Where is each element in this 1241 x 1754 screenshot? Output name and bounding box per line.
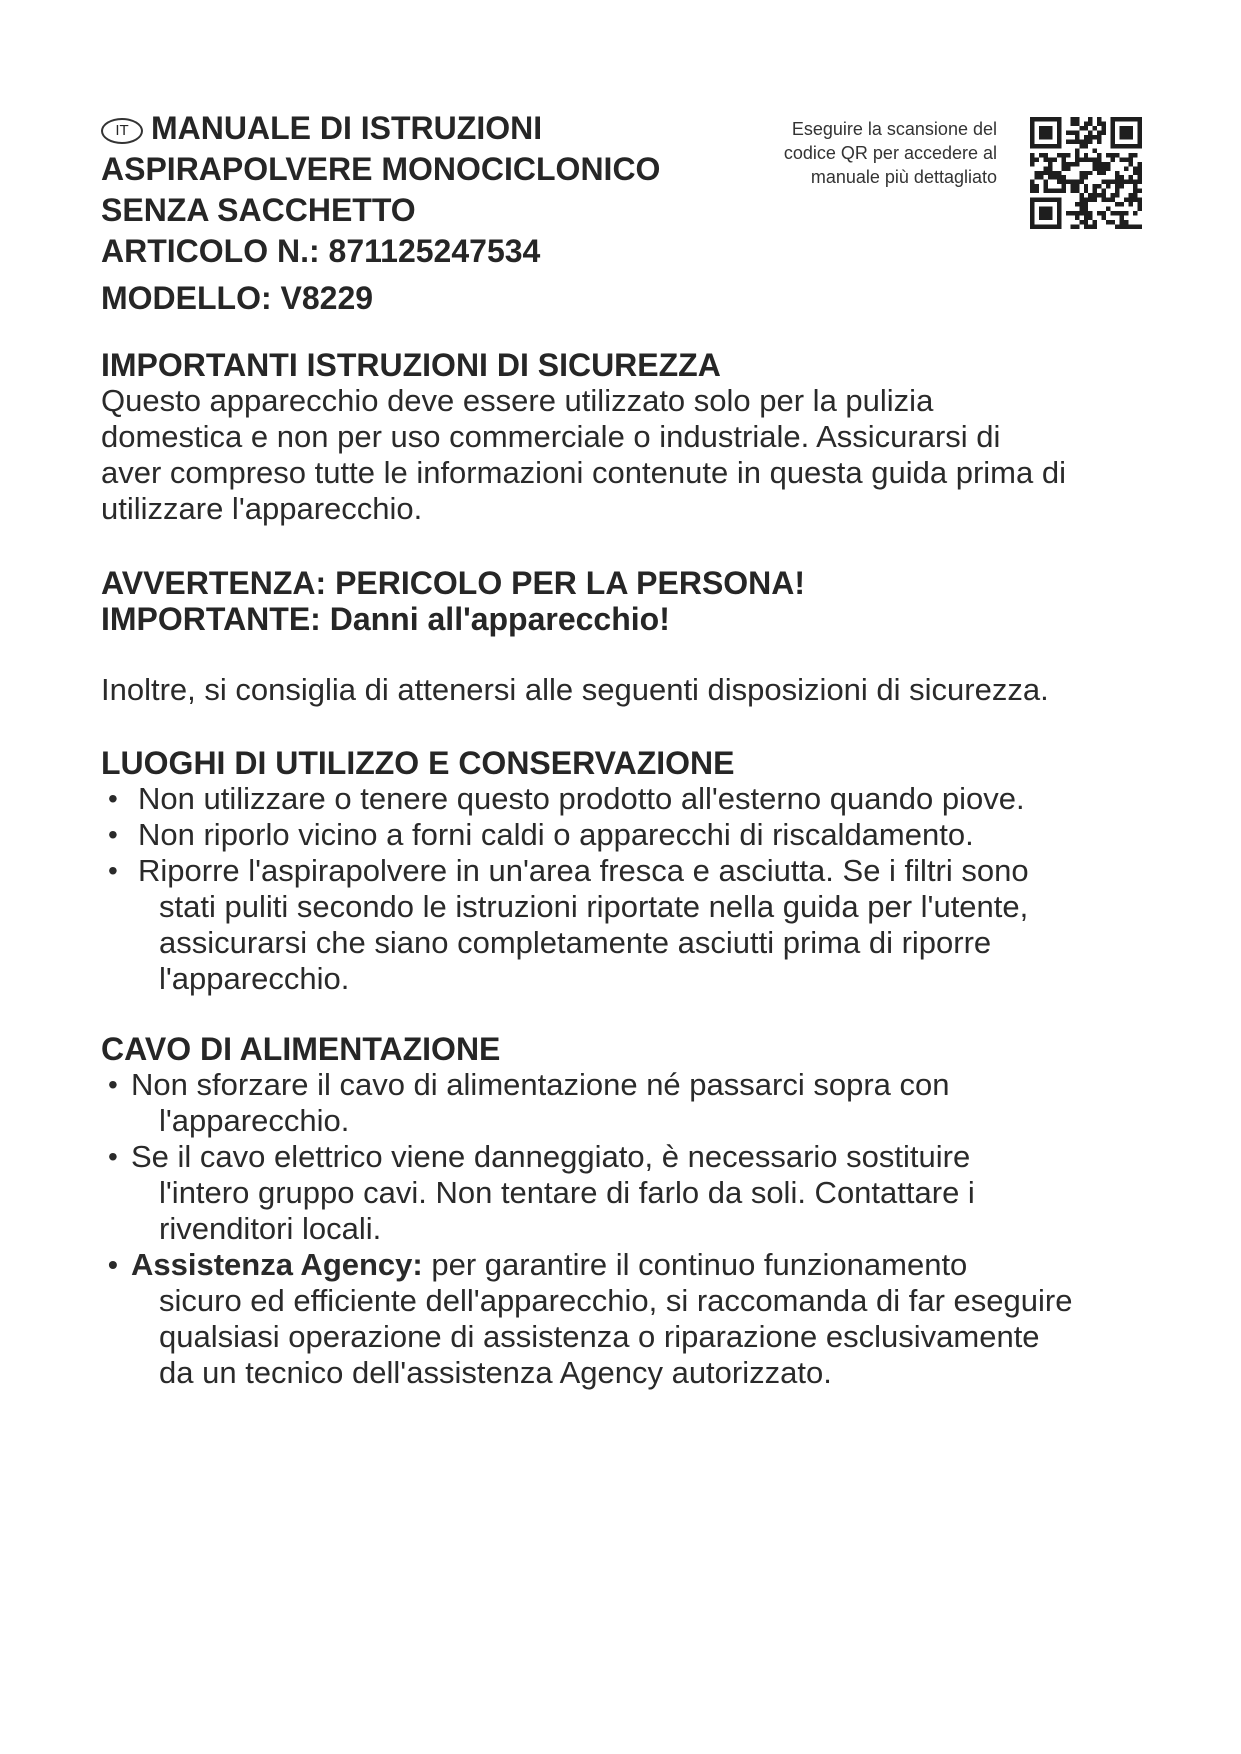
list-item: • Non riporlo vicino a forni caldi o apparecchi di riscaldamento.	[108, 817, 974, 852]
qr-code-icon[interactable]	[1030, 117, 1142, 229]
usage-storage-list	[101, 781, 1161, 997]
title-line-1: IT MANUALE DI ISTRUZIONI	[101, 108, 721, 149]
power-cord-section	[101, 1031, 1161, 1391]
title-line-3: SENZA SACCHETTO	[101, 192, 416, 228]
bullet-icon: •	[108, 1141, 118, 1172]
bullet-icon: •	[108, 1249, 118, 1280]
warning-person: AVVERTENZA: PERICOLO PER LA PERSONA!	[101, 565, 806, 601]
warnings-section	[101, 565, 1161, 637]
advice-text: Inoltre, si consiglia di attenersi alle seguenti disposizioni di sicurezza.	[101, 672, 1049, 707]
article-number: ARTICOLO N.: 871125247534	[101, 233, 541, 269]
list-item: • Non sforzare il cavo di alimentazione né passarci sopra con l'apparecchio.	[108, 1067, 950, 1138]
agency-label: Assistenza Agency:	[131, 1247, 423, 1282]
safety-section	[101, 347, 1161, 527]
language-badge: IT	[101, 118, 143, 144]
advice-section	[101, 672, 1161, 708]
list-item: • Assistenza Agency: per garantire il continuo funzionamento sicuro ed efficiente dell'apparecchio, si raccomanda di far eseguire qualsiasi operazione di assistenza o riparazione esclusivamente da un tecnico dell'assistenza Agency autorizzato.	[108, 1247, 1073, 1390]
power-cord-list	[101, 1067, 1161, 1391]
title-line-2: ASPIRAPOLVERE MONOCICLONICO	[101, 151, 661, 187]
list-item: • Se il cavo elettrico viene danneggiato, è necessario sostituire l'intero gruppo cavi. Non tentare di farlo da soli. Contattare i rivenditori locali.	[108, 1139, 975, 1246]
usage-storage-section	[101, 745, 1161, 997]
bullet-icon: •	[108, 819, 118, 850]
usage-storage-heading: LUOGHI DI UTILIZZO E CONSERVAZIONE	[101, 745, 735, 781]
model-number: MODELLO: V8229	[101, 280, 374, 316]
bullet-icon: •	[108, 1069, 118, 1100]
power-cord-heading: CAVO DI ALIMENTAZIONE	[101, 1031, 501, 1067]
qr-instructions: Eseguire la scansione del codice QR per accedere al manuale più dettagliato	[783, 119, 997, 187]
bullet-icon: •	[108, 783, 118, 814]
safety-paragraph: Questo apparecchio deve essere utilizzato solo per la pulizia domestica e non per uso commerciale o industriale. Assicurarsi di aver compreso tutte le informazioni contenute in questa guida prima di utilizzare l'apparecchio.	[101, 383, 1066, 526]
list-item: • Riporre l'aspirapolvere in un'area fresca e asciutta. Se i filtri sono stati puliti secondo le istruzioni riportate nella guida per l'utente, assicurarsi che siano completamente asciutti prima di riporre l'apparecchio.	[108, 853, 1029, 996]
document-header	[101, 108, 721, 319]
safety-heading: IMPORTANTI ISTRUZIONI DI SICUREZZA	[101, 347, 721, 383]
bullet-icon: •	[108, 855, 118, 886]
warning-appliance: IMPORTANTE: Danni all'apparecchio!	[101, 601, 670, 637]
list-item: • Non utilizzare o tenere questo prodotto all'esterno quando piove.	[108, 781, 1025, 816]
